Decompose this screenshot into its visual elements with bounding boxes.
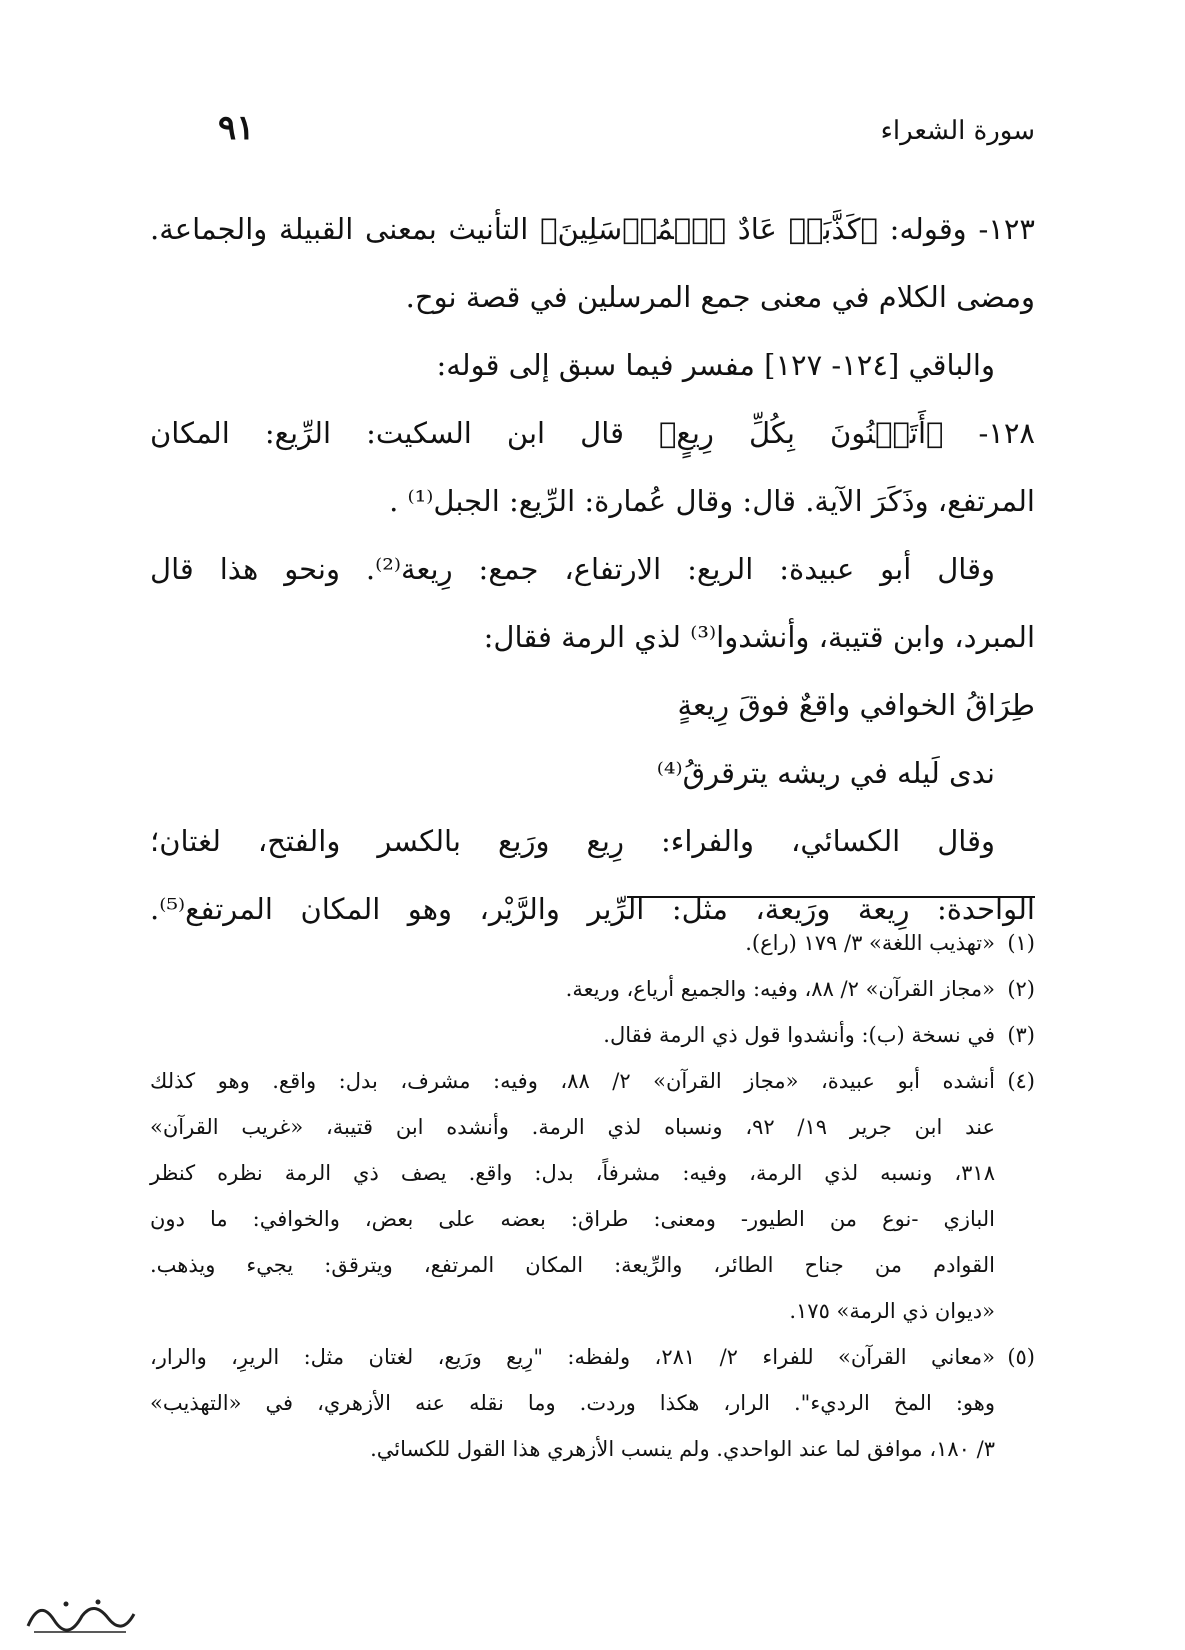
text-line: وقال الكسائي، والفراء: رِيع ورَيع بالكسر والفتح، لغتان؛	[150, 824, 995, 858]
text-line: المبرد، وابن قتيبة، وأنشدوا⁽³⁾ لذي الرمة فقال:	[483, 620, 1035, 654]
footnote-label: (٥)	[1007, 1345, 1035, 1369]
footnote	[150, 1058, 1035, 1334]
publisher-logo	[20, 1590, 140, 1638]
verse-line: ندى لَيله في ريشه يترقرقُ⁽⁴⁾	[656, 756, 995, 790]
footnote-line: «ديوان ذي الرمة» ١٧٥.	[789, 1299, 995, 1323]
footnote-label: (٤)	[1007, 1069, 1035, 1093]
surah-title: سورة الشعراء	[880, 116, 1035, 146]
main-text	[150, 195, 1035, 943]
footnotes	[150, 920, 1035, 1472]
footnote-line: عند ابن جرير ١٩/ ٩٢، ونسباه لذي الرمة. وأنشده ابن قتيبة، «غريب القرآن»	[150, 1115, 995, 1139]
text-line: ١٢٣- وقوله: ﴿كَذَّبَتۡ عَادٌ ٱلۡمُرۡسَلِينَ﴾ التأنيث بمعنى القبيلة والجماعة.	[150, 212, 1035, 246]
text-line: المرتفع، وذَكَرَ الآية. قال: وقال عُمارة: الرِّيع: الجبل⁽¹⁾ .	[389, 484, 1035, 518]
text-line: ومضى الكلام في معنى جمع المرسلين في قصة نوح.	[405, 280, 1035, 314]
footnote-line: وهو: المخ الرديء". الرار، هكذا وردت. وما نقله عنه الأزهري، في «التهذيب»	[150, 1391, 995, 1415]
footnote-line: «معاني القرآن» للفراء ٢/ ٢٨١، ولفظه: "رِيع ورَيع، لغتان مثل: الريرِ، والرار،	[150, 1345, 995, 1369]
footnote-line: في نسخة (ب): وأنشدوا قول ذي الرمة فقال.	[603, 1023, 995, 1047]
footnote-line: «مجاز القرآن» ٢/ ٨٨، وفيه: والجميع أرياع، وريعة.	[565, 977, 995, 1001]
footnote	[150, 966, 1035, 1012]
footnote	[150, 1334, 1035, 1472]
page-number: ٩١	[218, 108, 255, 148]
footnote-line: «تهذيب اللغة» ٣/ ١٧٩ (راع).	[745, 931, 995, 955]
text-line: وقال أبو عبيدة: الريع: الارتفاع، جمع: رِيعة⁽²⁾. ونحو هذا قال	[150, 552, 995, 586]
footnote-line: البازي -نوع من الطيور- ومعنى: طراق: بعضه على بعض، والخوافي: ما دون	[150, 1207, 995, 1231]
footnote	[150, 920, 1035, 966]
footnote-label: (١)	[1007, 931, 1035, 955]
footnote-line: القوادم من جناح الطائر، والرِّيعة: المكان المرتفع، ويترقق: يجيء ويذهب.	[150, 1253, 995, 1277]
footnote-separator	[627, 896, 1035, 898]
text-line: والباقي [١٢٤- ١٢٧] مفسر فيما سبق إلى قوله:	[436, 348, 995, 382]
footnote-label: (٢)	[1007, 977, 1035, 1001]
footnote-label: (٣)	[1007, 1023, 1035, 1047]
footnote-line: ٣١٨، ونسبه لذي الرمة، وفيه: مشرفاً، بدل: واقع. يصف ذي الرمة نظره كنظر	[150, 1161, 995, 1185]
footnote	[150, 1012, 1035, 1058]
verse-line: طِرَاقُ الخوافي واقعٌ فوقَ رِيعةٍ	[677, 688, 1035, 722]
text-line: ١٢٨- ﴿أَتَبۡنُونَ بِكُلِّ رِيعٍ﴾ قال ابن السكيت: الرِّيع: المكان	[150, 416, 1035, 450]
page-header	[150, 108, 1035, 158]
text-line: الواحدة: رِيعة ورَيعة، مثل: الرِّير والرَّيْر، وهو المكان المرتفع⁽⁵⁾.	[150, 892, 1035, 926]
footnote-line: ٣/ ١٨٠، موافق لما عند الواحدي. ولم ينسب الأزهري هذا القول للكسائي.	[370, 1437, 995, 1461]
footnote-line: أنشده أبو عبيدة، «مجاز القرآن» ٢/ ٨٨، وفيه: مشرف، بدل: واقع. وهو كذلك	[150, 1069, 995, 1093]
